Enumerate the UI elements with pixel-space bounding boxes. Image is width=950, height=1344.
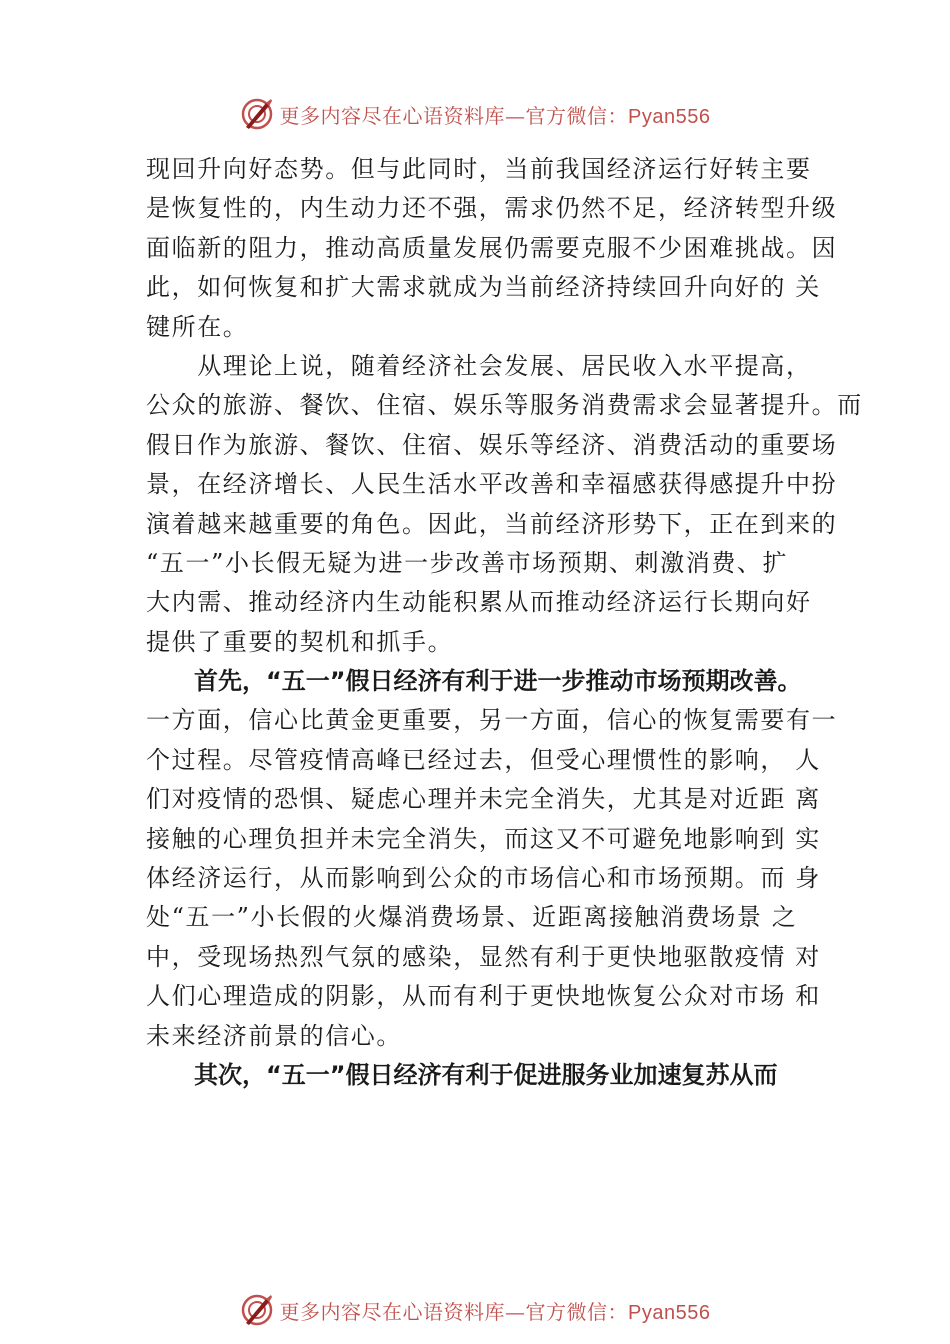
paragraph-line: 键所在。 [146, 312, 249, 341]
paragraph-line: 处“五一”小长假的火爆消费场景、近距离接触消费场景 之 [146, 903, 798, 932]
brush-logo-icon [240, 97, 274, 131]
watermark-banner-bottom [0, 1290, 950, 1330]
paragraph-line: 接触的心理负担并未完全消失，而这又不可避免地影响到 实 [146, 824, 821, 853]
paragraph-line: 们对疫情的恐惧、疑虑心理并未完全消失，尤其是对近距 离 [146, 785, 821, 814]
paragraph-line: 中，受现场热烈气氛的感染，显然有利于更快地驱散疫情 对 [146, 942, 821, 971]
paragraph-line: 提供了重要的契机和抓手。 [146, 627, 454, 656]
paragraph-line: 从理论上说，随着经济社会发展、居民收入水平提高， [146, 351, 812, 380]
paragraph-line: 此，如何恢复和扩大需求就成为当前经济持续回升向好的 关 [146, 273, 821, 302]
section-heading-line: 首先，“五一”假日经济有利于进一步推动市场预期改善。 [146, 667, 802, 696]
watermark-text [280, 100, 711, 129]
watermark-cn: 更多内容尽在心语资料库—官方微信： [279, 1299, 629, 1324]
paragraph-line: 个过程。尽管疫情高峰已经过去，但受心理惯性的影响， 人 [146, 745, 821, 774]
section-heading-line: 其次，“五一”假日经济有利于促进服务业加速复苏从而 [146, 1060, 778, 1089]
document-body [146, 150, 863, 1095]
paragraph-line: 现回升向好态势。但与此同时，当前我国经济运行好转主要 [146, 155, 812, 183]
paragraph-line: “五一”小长假无疑为进一步改善市场预期、刺激消费、扩 [146, 548, 789, 577]
watermark-banner-top [0, 94, 950, 134]
paragraph-line: 演着越来越重要的角色。因此，当前经济形势下，正在到来的 [146, 509, 838, 538]
brush-logo-icon [240, 1293, 274, 1327]
watermark-text [280, 1296, 711, 1325]
paragraph-line: 体经济运行，从而影响到公众的市场信心和市场预期。而 身 [146, 864, 821, 893]
paragraph-line: 大内需、推动经济内生动能积累从而推动经济运行长期向好 [146, 588, 812, 617]
paragraph-line: 景，在经济增长、人民生活水平改善和幸福感获得感提升中扮 [146, 470, 838, 499]
watermark-id: Pyan556 [628, 105, 711, 128]
watermark-id: Pyan556 [628, 1301, 711, 1324]
watermark-cn: 更多内容尽在心语资料库—官方微信： [279, 103, 629, 128]
paragraph-line: 公众的旅游、餐饮、住宿、娱乐等服务消费需求会显著提升。而 [146, 391, 863, 420]
paragraph-line: 假日作为旅游、餐饮、住宿、娱乐等经济、消费活动的重要场 [146, 430, 838, 459]
paragraph-line: 未来经济前景的信心。 [146, 1021, 402, 1050]
paragraph-line: 一方面，信心比黄金更重要，另一方面，信心的恢复需要有一 [146, 706, 838, 735]
paragraph-line: 面临新的阻力，推动高质量发展仍需要克服不少困难挑战。因 [146, 233, 838, 262]
paragraph-line: 是恢复性的，内生动力还不强，需求仍然不足，经济转型升级 [146, 194, 838, 223]
paragraph-line: 人们心理造成的阴影，从而有利于更快地恢复公众对市场 和 [146, 982, 821, 1011]
